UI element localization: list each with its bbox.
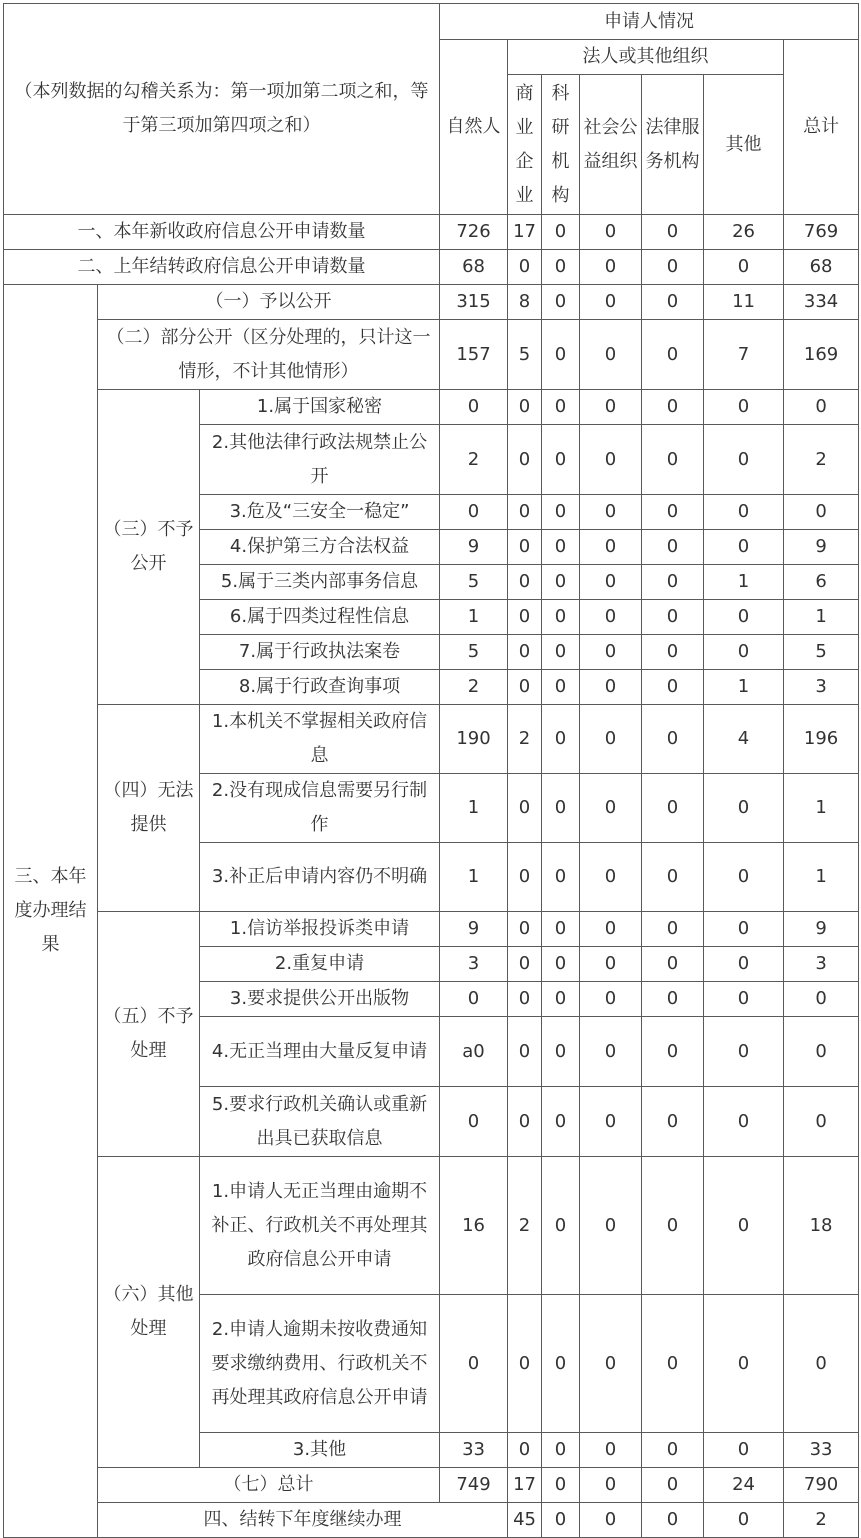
cell-value: 0 (580, 982, 642, 1017)
group-label: （六）其他处理 (98, 1157, 200, 1468)
cell-value: 0 (508, 250, 542, 285)
section3-label: 三、本年度办理结果 (4, 285, 98, 1538)
legal-person-group-header: 法人或其他组织 (508, 40, 784, 75)
cell-value: 0 (580, 774, 642, 843)
row-label: （二）部分公开（区分处理的，只计这一情形，不计其他情形） (98, 320, 440, 390)
cell-value: 0 (784, 1017, 859, 1087)
cell-value: 0 (580, 1087, 642, 1157)
row-label: 二、上年结转政府信息公开申请数量 (4, 250, 440, 285)
cell-value: 0 (580, 843, 642, 912)
cell-value: 0 (542, 1017, 580, 1087)
cell-value: 0 (642, 530, 704, 565)
cell-value: 9 (784, 530, 859, 565)
cell-value: 0 (580, 425, 642, 495)
cell-value: 2 (784, 425, 859, 495)
cell-value: 0 (704, 600, 784, 635)
cell-value: 0 (508, 530, 542, 565)
cell-value: 0 (704, 947, 784, 982)
item-label: 4.保护第三方合法权益 (200, 530, 440, 565)
cell-value: 0 (784, 1087, 859, 1157)
row-label: （一）予以公开 (98, 285, 440, 320)
cell-value: 0 (642, 1468, 704, 1503)
cell-value: 0 (580, 947, 642, 982)
table-row (4, 390, 859, 425)
cell-value: 157 (440, 320, 508, 390)
cell-value: 0 (508, 774, 542, 843)
cell-value: 0 (642, 565, 704, 600)
cell-value: 769 (784, 215, 859, 250)
cell-value: 749 (440, 1468, 508, 1503)
cell-value: 0 (508, 670, 542, 705)
cell-value: 33 (784, 1433, 859, 1468)
table-row (4, 912, 859, 947)
cell-value: 0 (642, 285, 704, 320)
item-label: 3.危及“三安全一稳定” (200, 495, 440, 530)
cell-value: 1 (440, 600, 508, 635)
cell-value: 0 (542, 215, 580, 250)
cell-value: 0 (704, 1157, 784, 1295)
row-label: （七）总计 (98, 1468, 440, 1503)
cell-value: 0 (542, 774, 580, 843)
cell-value: 0 (580, 1468, 642, 1503)
cell-value: 0 (580, 1503, 642, 1538)
cell-value: 0 (642, 1433, 704, 1468)
cell-value: 0 (508, 843, 542, 912)
cell-value: 0 (642, 425, 704, 495)
disclosure-report-table (3, 3, 859, 1538)
cell-value: 196 (784, 705, 859, 774)
cell-value: 0 (440, 982, 508, 1017)
cell-value: 0 (642, 495, 704, 530)
item-label: 1.信访举报投诉类申请 (200, 912, 440, 947)
cell-value: 0 (642, 947, 704, 982)
item-label: 2.其他法律行政法规禁止公开 (200, 425, 440, 495)
cell-value: 2 (440, 670, 508, 705)
cell-value: 16 (440, 1157, 508, 1295)
col-total: 总计 (784, 40, 859, 215)
cell-value: 0 (642, 1157, 704, 1295)
cell-value: 0 (642, 1295, 704, 1433)
item-label: 1.本机关不掌握相关政府信息 (200, 705, 440, 774)
cell-value: 7 (704, 320, 784, 390)
cell-value: 17 (508, 215, 542, 250)
cell-value: 0 (508, 390, 542, 425)
table-row (4, 1468, 859, 1503)
cell-value: 0 (580, 635, 642, 670)
item-label: 7.属于行政执法案卷 (200, 635, 440, 670)
cell-value: 0 (542, 635, 580, 670)
cell-value: 169 (784, 320, 859, 390)
cell-value: 0 (704, 1087, 784, 1157)
col-commercial: 商业企业 (508, 75, 542, 215)
cell-value: 5 (508, 320, 542, 390)
cell-value: 315 (440, 285, 508, 320)
cell-value: 0 (508, 912, 542, 947)
cell-value: 2 (784, 1503, 859, 1538)
cell-value: 0 (580, 530, 642, 565)
cell-value: 2 (508, 705, 542, 774)
col-natural-person: 自然人 (440, 40, 508, 215)
cell-value: 0 (784, 1295, 859, 1433)
cell-value: 11 (704, 285, 784, 320)
table-row (4, 705, 859, 774)
cell-value: 26 (704, 215, 784, 250)
cell-value: 24 (704, 1468, 784, 1503)
cell-value: 0 (642, 982, 704, 1017)
cell-value: 0 (704, 912, 784, 947)
cell-value: 0 (440, 1295, 508, 1433)
cell-value: 0 (508, 947, 542, 982)
cell-value: 0 (580, 1433, 642, 1468)
cell-value: 0 (508, 1433, 542, 1468)
cell-value: 0 (580, 600, 642, 635)
cell-value: 0 (542, 947, 580, 982)
table-row (4, 250, 859, 285)
cell-value: 0 (704, 1503, 784, 1538)
cell-value: 0 (642, 843, 704, 912)
cell-value: 0 (542, 705, 580, 774)
cell-value: 0 (542, 250, 580, 285)
cell-value: 5 (784, 635, 859, 670)
cell-value: 5 (440, 635, 508, 670)
cell-value: 0 (580, 912, 642, 947)
cell-value: 0 (704, 1433, 784, 1468)
relation-note: （本列数据的勾稽关系为：第一项加第二项之和，等于第三项加第四项之和） (4, 4, 440, 215)
row-label: 一、本年新收政府信息公开申请数量 (4, 215, 440, 250)
cell-value: 0 (508, 1017, 542, 1087)
applicant-situation-header: 申请人情况 (440, 4, 859, 40)
cell-value: 0 (542, 982, 580, 1017)
cell-value: 0 (642, 320, 704, 390)
item-label: 6.属于四类过程性信息 (200, 600, 440, 635)
cell-value: 0 (542, 1503, 580, 1538)
cell-value: 0 (440, 390, 508, 425)
cell-value: 0 (508, 1087, 542, 1157)
cell-value: 0 (542, 565, 580, 600)
item-label: 2.没有现成信息需要另行制作 (200, 774, 440, 843)
cell-value: 9 (440, 912, 508, 947)
cell-value: 3 (784, 670, 859, 705)
cell-value: 0 (542, 1295, 580, 1433)
cell-value: 0 (542, 600, 580, 635)
cell-value: 0 (580, 1157, 642, 1295)
cell-value: 0 (642, 705, 704, 774)
cell-value: 0 (580, 250, 642, 285)
cell-value: 0 (580, 390, 642, 425)
cell-value: 0 (704, 774, 784, 843)
col-social-welfare: 社会公益组织 (580, 75, 642, 215)
item-label: 1.属于国家秘密 (200, 390, 440, 425)
cell-value: 0 (542, 670, 580, 705)
cell-value: 0 (642, 600, 704, 635)
cell-value: 0 (642, 1087, 704, 1157)
cell-value: 0 (580, 285, 642, 320)
table-row (4, 285, 859, 320)
cell-value: 1 (440, 843, 508, 912)
cell-value: 0 (642, 215, 704, 250)
cell-value: 0 (704, 425, 784, 495)
cell-value: 9 (440, 530, 508, 565)
cell-value: a0 (440, 1017, 508, 1087)
item-label: 3.补正后申请内容仍不明确 (200, 843, 440, 912)
cell-value: 0 (704, 495, 784, 530)
cell-value: 0 (580, 1017, 642, 1087)
cell-value: 0 (642, 390, 704, 425)
cell-value: 0 (508, 425, 542, 495)
group-label: （五）不予处理 (98, 912, 200, 1157)
cell-value: 0 (508, 495, 542, 530)
cell-value: 0 (542, 1157, 580, 1295)
cell-value: 0 (440, 495, 508, 530)
cell-value: 0 (704, 390, 784, 425)
cell-value: 0 (542, 1468, 580, 1503)
table-row (4, 320, 859, 390)
cell-value: 0 (642, 774, 704, 843)
cell-value: 3 (440, 947, 508, 982)
cell-value: 68 (440, 250, 508, 285)
item-label: 2.申请人逾期未按收费通知要求缴纳费用、行政机关不再处理其政府信息公开申请 (200, 1295, 440, 1433)
cell-value: 0 (704, 250, 784, 285)
cell-value: 0 (542, 390, 580, 425)
table-row (4, 215, 859, 250)
cell-value: 45 (508, 1503, 542, 1538)
cell-value: 17 (508, 1468, 542, 1503)
cell-value: 0 (642, 912, 704, 947)
cell-value: 0 (508, 1295, 542, 1433)
cell-value: 0 (642, 1017, 704, 1087)
cell-value: 0 (542, 530, 580, 565)
item-label: 4.无正当理由大量反复申请 (200, 1017, 440, 1087)
cell-value: 5 (440, 565, 508, 600)
cell-value: 0 (784, 982, 859, 1017)
row-label: 四、结转下年度继续办理 (98, 1503, 508, 1538)
cell-value: 0 (642, 1503, 704, 1538)
cell-value: 0 (508, 635, 542, 670)
cell-value: 790 (784, 1468, 859, 1503)
cell-value: 0 (542, 912, 580, 947)
cell-value: 0 (542, 285, 580, 320)
cell-value: 0 (580, 705, 642, 774)
cell-value: 2 (508, 1157, 542, 1295)
item-label: 5.属于三类内部事务信息 (200, 565, 440, 600)
item-label: 3.其他 (200, 1433, 440, 1468)
cell-value: 0 (542, 495, 580, 530)
cell-value: 0 (542, 425, 580, 495)
group-label: （四）无法提供 (98, 705, 200, 912)
cell-value: 1 (440, 774, 508, 843)
item-label: 8.属于行政查询事项 (200, 670, 440, 705)
cell-value: 334 (784, 285, 859, 320)
item-label: 2.重复申请 (200, 947, 440, 982)
cell-value: 2 (440, 425, 508, 495)
item-label: 3.要求提供公开出版物 (200, 982, 440, 1017)
cell-value: 0 (704, 1017, 784, 1087)
cell-value: 9 (784, 912, 859, 947)
cell-value: 1 (704, 565, 784, 600)
col-other: 其他 (704, 75, 784, 215)
cell-value: 0 (580, 495, 642, 530)
item-label: 1.申请人无正当理由逾期不补正、行政机关不再处理其政府信息公开申请 (200, 1157, 440, 1295)
cell-value: 6 (784, 565, 859, 600)
cell-value: 4 (704, 705, 784, 774)
cell-value: 0 (704, 635, 784, 670)
cell-value: 0 (508, 565, 542, 600)
cell-value: 0 (580, 1295, 642, 1433)
cell-value: 0 (580, 215, 642, 250)
cell-value: 0 (642, 250, 704, 285)
cell-value: 0 (580, 670, 642, 705)
col-legal-service: 法律服务机构 (642, 75, 704, 215)
cell-value: 0 (704, 530, 784, 565)
cell-value: 0 (542, 1433, 580, 1468)
cell-value: 0 (542, 320, 580, 390)
cell-value: 0 (508, 982, 542, 1017)
cell-value: 0 (440, 1087, 508, 1157)
cell-value: 1 (784, 774, 859, 843)
cell-value: 1 (784, 600, 859, 635)
cell-value: 0 (704, 982, 784, 1017)
cell-value: 0 (784, 495, 859, 530)
cell-value: 1 (784, 843, 859, 912)
cell-value: 190 (440, 705, 508, 774)
cell-value: 1 (704, 670, 784, 705)
cell-value: 18 (784, 1157, 859, 1295)
cell-value: 726 (440, 215, 508, 250)
group-label: （三）不予公开 (98, 390, 200, 705)
table-row (4, 1503, 859, 1538)
cell-value: 0 (704, 843, 784, 912)
cell-value: 0 (508, 600, 542, 635)
cell-value: 0 (580, 320, 642, 390)
cell-value: 0 (784, 390, 859, 425)
item-label: 5.要求行政机关确认或重新出具已获取信息 (200, 1087, 440, 1157)
cell-value: 0 (542, 843, 580, 912)
cell-value: 3 (784, 947, 859, 982)
cell-value: 33 (440, 1433, 508, 1468)
cell-value: 0 (580, 565, 642, 600)
cell-value: 0 (642, 635, 704, 670)
cell-value: 8 (508, 285, 542, 320)
cell-value: 0 (542, 1087, 580, 1157)
cell-value: 68 (784, 250, 859, 285)
cell-value: 0 (642, 670, 704, 705)
cell-value: 0 (704, 1295, 784, 1433)
col-research: 科研机构 (542, 75, 580, 215)
table-row (4, 1157, 859, 1295)
